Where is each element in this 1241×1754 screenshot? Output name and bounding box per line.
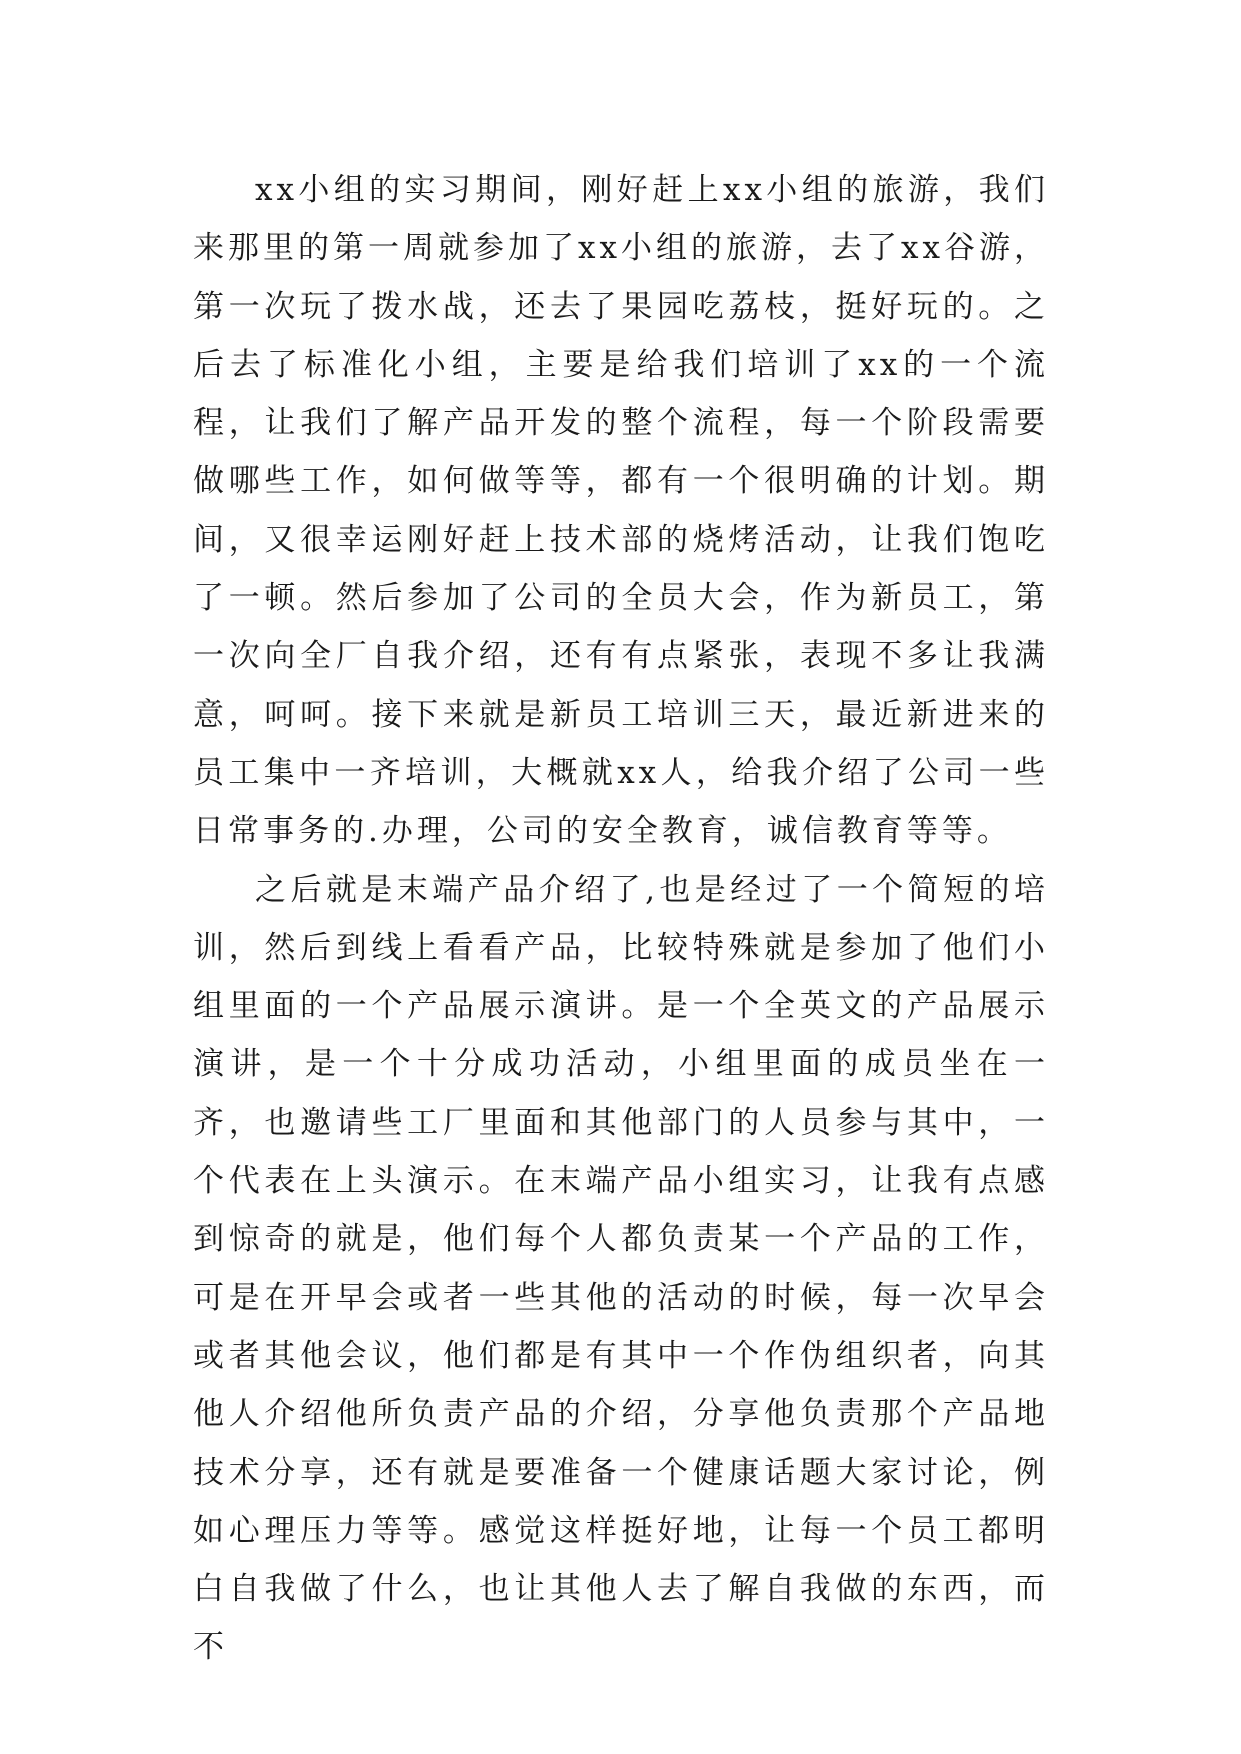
- paragraph-1: xx小组的实习期间，刚好赶上xx小组的旅游，我们来那里的第一周就参加了xx小组的旅游，去了xx谷游，第一次玩了拨水战，还去了果园吃荔枝，挺好玩的。之后去了标准化小组，主要是给我们培训了xx的一个流程，让我们了解产品开发的整个流程，每一个阶段需要做哪些工作，如何做等等，都有一个很明确的计划。期间，又很幸运刚好赶上技术部的烧烤活动，让我们饱吃了一顿。然后参加了公司的全员大会，作为新员工，第一次向全厂自我介绍，还有有点紧张，表现不多让我满意，呵呵。接下来就是新员工培训三天，最近新进来的员工集中一齐培训，大概就xx人，给我介绍了公司一些日常事务的.办理，公司的安全教育，诚信教育等等。: [193, 172, 1049, 850]
- paragraph-2: 之后就是末端产品介绍了,也是经过了一个简短的培训，然后到线上看看产品，比较特殊就是参加了他们小组里面的一个产品展示演讲。是一个全英文的产品展示演讲，是一个十分成功活动，小组里面的成员坐在一齐，也邀请些工厂里面和其他部门的人员参与其中，一个代表在上头演示。在末端产品小组实习，让我有点感到惊奇的就是，他们每个人都负责某一个产品的工作，可是在开早会或者一些其他的活动的时候，每一次早会或者其他会议，他们都是有其中一个作伪组织者，向其他人介绍他所负责产品的介绍，分享他负责那个产品地技术分享，还有就是要准备一个健康话题大家讨论，例如心理压力等等。感觉这样挺好地，让每一个员工都明白自我做了什么，也让其他人去了解自我做的东西，而不: [193, 871, 1049, 1666]
- document-body: [193, 161, 1049, 1677]
